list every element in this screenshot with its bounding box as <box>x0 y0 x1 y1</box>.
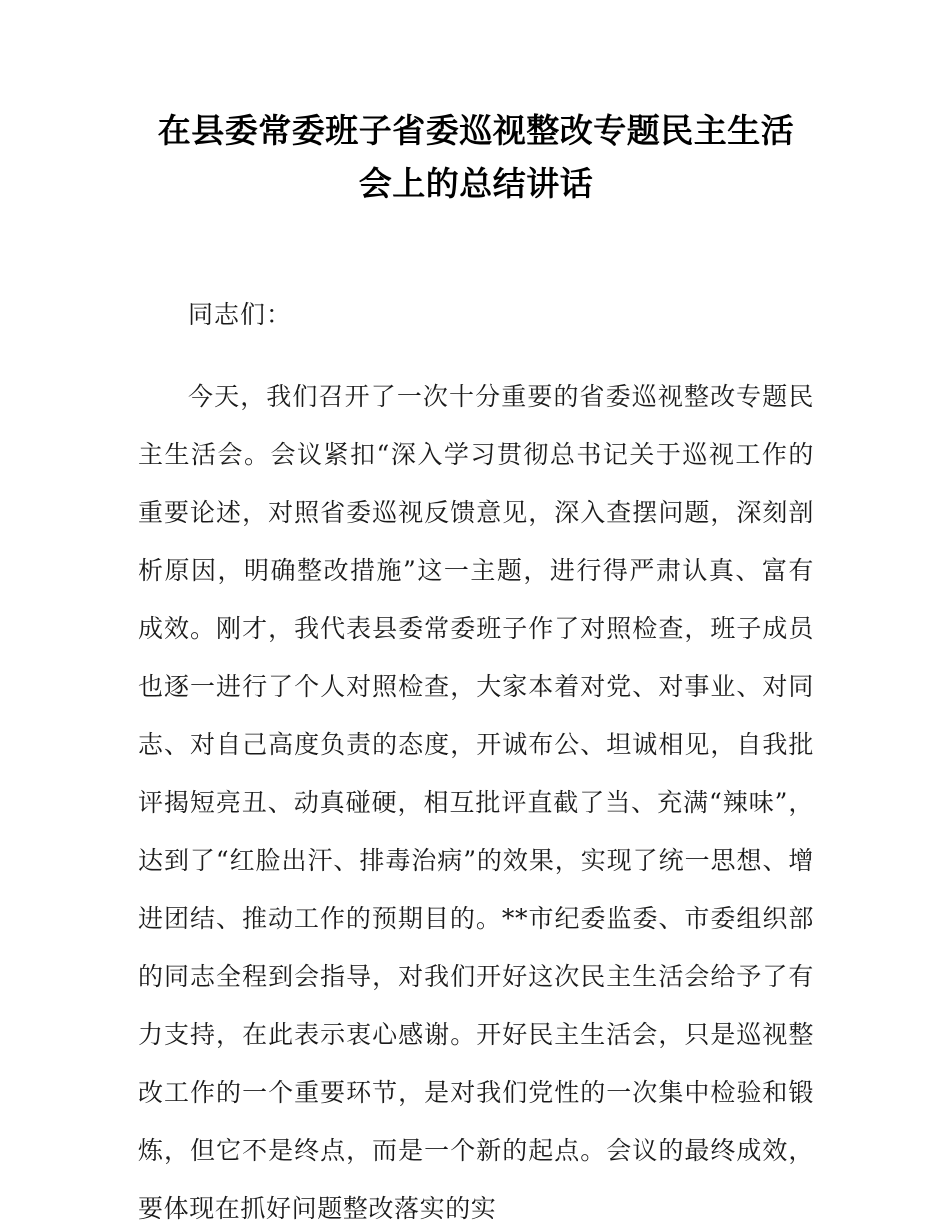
salutation-gap <box>138 344 814 368</box>
body-paragraph-1: 今天，我们召开了一次十分重要的省委巡视整改专题民主生活会。会议紧扣“深入学习贯彻总书记关于巡视工作的重要论述，对照省委巡视反馈意见，深入查摆问题，深刻剖析原因，明确整改措施”这一主题，进行得严肃认真、富有成效。刚才，我代表县委常委班子作了对照检查，班子成员也逐一进行了个人对照检查，大家本着对党、对事业、对同志、对自己高度负责的态度，开诚布公、坦诚相见，自我批评揭短亮丑、动真碰硬，相互批评直截了当、充满“辣味”，达到了“红脸出汗、排毒治病”的效果，实现了统一思想、增进团结、推动工作的预期目的。**市纪委监委、市委组织部的同志全程到会指导，对我们开好这次民主生活会给予了有力支持，在此表示衷心感谢。开好民主生活会，只是巡视整改工作的一个重要环节，是对我们党性的一次集中检验和锻炼，但它不是终点，而是一个新的起点。会议的最终成效，要体现在抓好问题整改落实的实 <box>138 382 814 1223</box>
salutation: 同志们： <box>188 300 293 329</box>
document-body <box>138 104 814 1230</box>
title-spacer <box>138 210 814 286</box>
page-title: 在县委常委班子省委巡视整改专题民主生活会上的总结讲话 <box>157 111 795 203</box>
